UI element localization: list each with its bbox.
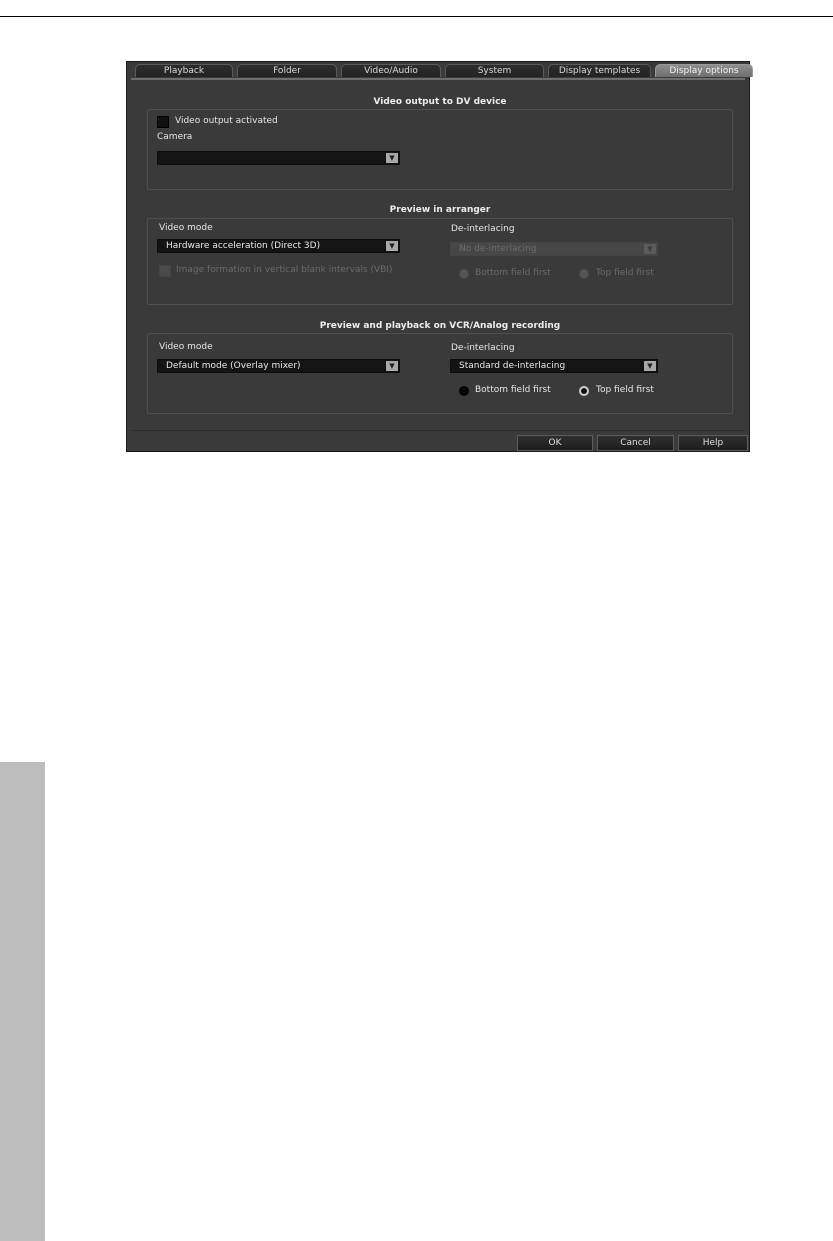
chevron-down-icon: ▼: [644, 244, 656, 254]
arranger-deinterlacing-label: De-interlacing: [451, 224, 515, 234]
vbi-checkbox[interactable]: [159, 265, 171, 277]
tab-video-audio[interactable]: Video/Audio: [341, 64, 441, 77]
vcr-video-mode-select[interactable]: [157, 359, 400, 373]
arranger-bottom-field-radio[interactable]: [459, 269, 469, 279]
tab-playback[interactable]: Playback: [135, 64, 233, 77]
help-button[interactable]: Help: [678, 435, 748, 451]
vcr-bottom-field-radio[interactable]: [459, 386, 469, 396]
arranger-video-mode-label: Video mode: [159, 223, 213, 233]
tab-bar: [135, 64, 745, 78]
arranger-deinterlacing-value: No de-interlacing: [459, 244, 537, 254]
camera-label: Camera: [157, 132, 193, 142]
footer-divider: [131, 430, 745, 431]
arranger-section-title: Preview in arranger: [389, 205, 491, 215]
page-side-tab: [0, 762, 45, 1241]
vcr-video-mode-value: Default mode (Overlay mixer): [166, 361, 301, 371]
vcr-top-field-label: Top field first: [596, 385, 654, 395]
vbi-label: Image formation in vertical blank intervals (VBI): [176, 265, 393, 275]
arranger-group: [147, 218, 733, 305]
vcr-group: [147, 333, 733, 414]
tab-folder[interactable]: Folder: [237, 64, 337, 77]
arranger-top-field-radio[interactable]: [579, 269, 589, 279]
tab-display-options[interactable]: Display options: [655, 64, 753, 77]
camera-select[interactable]: [157, 151, 400, 165]
arranger-video-mode-value: Hardware acceleration (Direct 3D): [166, 241, 321, 251]
vcr-bottom-field-label: Bottom field first: [475, 385, 551, 395]
arranger-video-mode-select[interactable]: [157, 239, 400, 253]
chevron-down-icon: ▼: [386, 153, 398, 163]
arranger-deinterlacing-select[interactable]: [450, 242, 658, 256]
arranger-bottom-field-label: Bottom field first: [475, 268, 551, 278]
dv-section-title: Video output to DV device: [373, 97, 507, 107]
video-output-label: Video output activated: [175, 116, 278, 126]
vcr-section-title: Preview and playback on VCR/Analog recording: [319, 321, 561, 331]
tab-underline: [131, 78, 745, 80]
arranger-top-field-label: Top field first: [596, 268, 654, 278]
chevron-down-icon: ▼: [386, 241, 398, 251]
vcr-video-mode-label: Video mode: [159, 342, 213, 352]
tab-system[interactable]: System: [445, 64, 544, 77]
settings-dialog: [126, 61, 750, 452]
chevron-down-icon: ▼: [386, 361, 398, 371]
page-top-rule: [0, 16, 833, 17]
vcr-deinterlacing-label: De-interlacing: [451, 343, 515, 353]
video-output-checkbox[interactable]: [157, 116, 169, 128]
chevron-down-icon: ▼: [644, 361, 656, 371]
vcr-top-field-radio[interactable]: [579, 386, 589, 396]
vcr-deinterlacing-select[interactable]: [450, 359, 658, 373]
cancel-button[interactable]: Cancel: [597, 435, 674, 451]
ok-button[interactable]: OK: [517, 435, 593, 451]
vcr-deinterlacing-value: Standard de-interlacing: [459, 361, 566, 371]
dv-group: [147, 109, 733, 190]
tab-display-templates[interactable]: Display templates: [548, 64, 651, 77]
